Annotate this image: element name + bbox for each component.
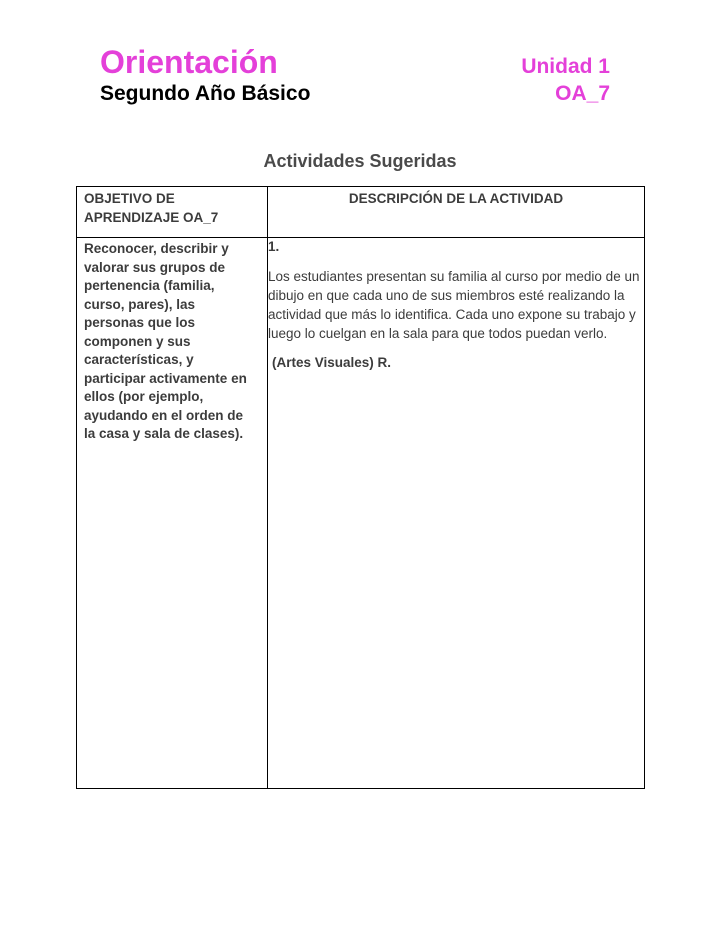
activity-number: 1. (268, 239, 280, 254)
subject-title: Orientación (100, 44, 278, 80)
activity-note: (Artes Visuales) R. (272, 355, 392, 370)
oa-code-label: OA_7 (555, 82, 610, 105)
activity-description: Los estudiantes presentan su familia al curso por medio de un dibujo en que cada uno de sus miembros esté realizando la actividad que más lo identifica. Cada uno expone su trabajo y luego lo cuelgan en la sala para que todos puedan verlo. (268, 269, 640, 341)
table-row (77, 238, 645, 789)
description-column-header: DESCRIPCIÓN DE LA ACTIVIDAD (268, 187, 645, 238)
description-cell (268, 238, 645, 789)
grade-level: Segundo Año Básico (100, 82, 311, 105)
objective-cell (77, 238, 268, 789)
objective-column-header: OBJETIVO DE APRENDIZAJE OA_7 (77, 187, 268, 238)
activities-table (76, 186, 645, 789)
document-header (100, 44, 610, 110)
objective-text: Reconocer, describir y valorar sus grupos de pertenencia (familia, curso, pares), las personas que los componen y sus características, y participar activamente en ellos (por ejemplo, ayudando en el orden de la casa y sala de clases). (84, 241, 247, 441)
unit-label: Unidad 1 (521, 55, 610, 78)
table-header-row (77, 187, 645, 238)
section-title: Actividades Sugeridas (263, 151, 457, 171)
